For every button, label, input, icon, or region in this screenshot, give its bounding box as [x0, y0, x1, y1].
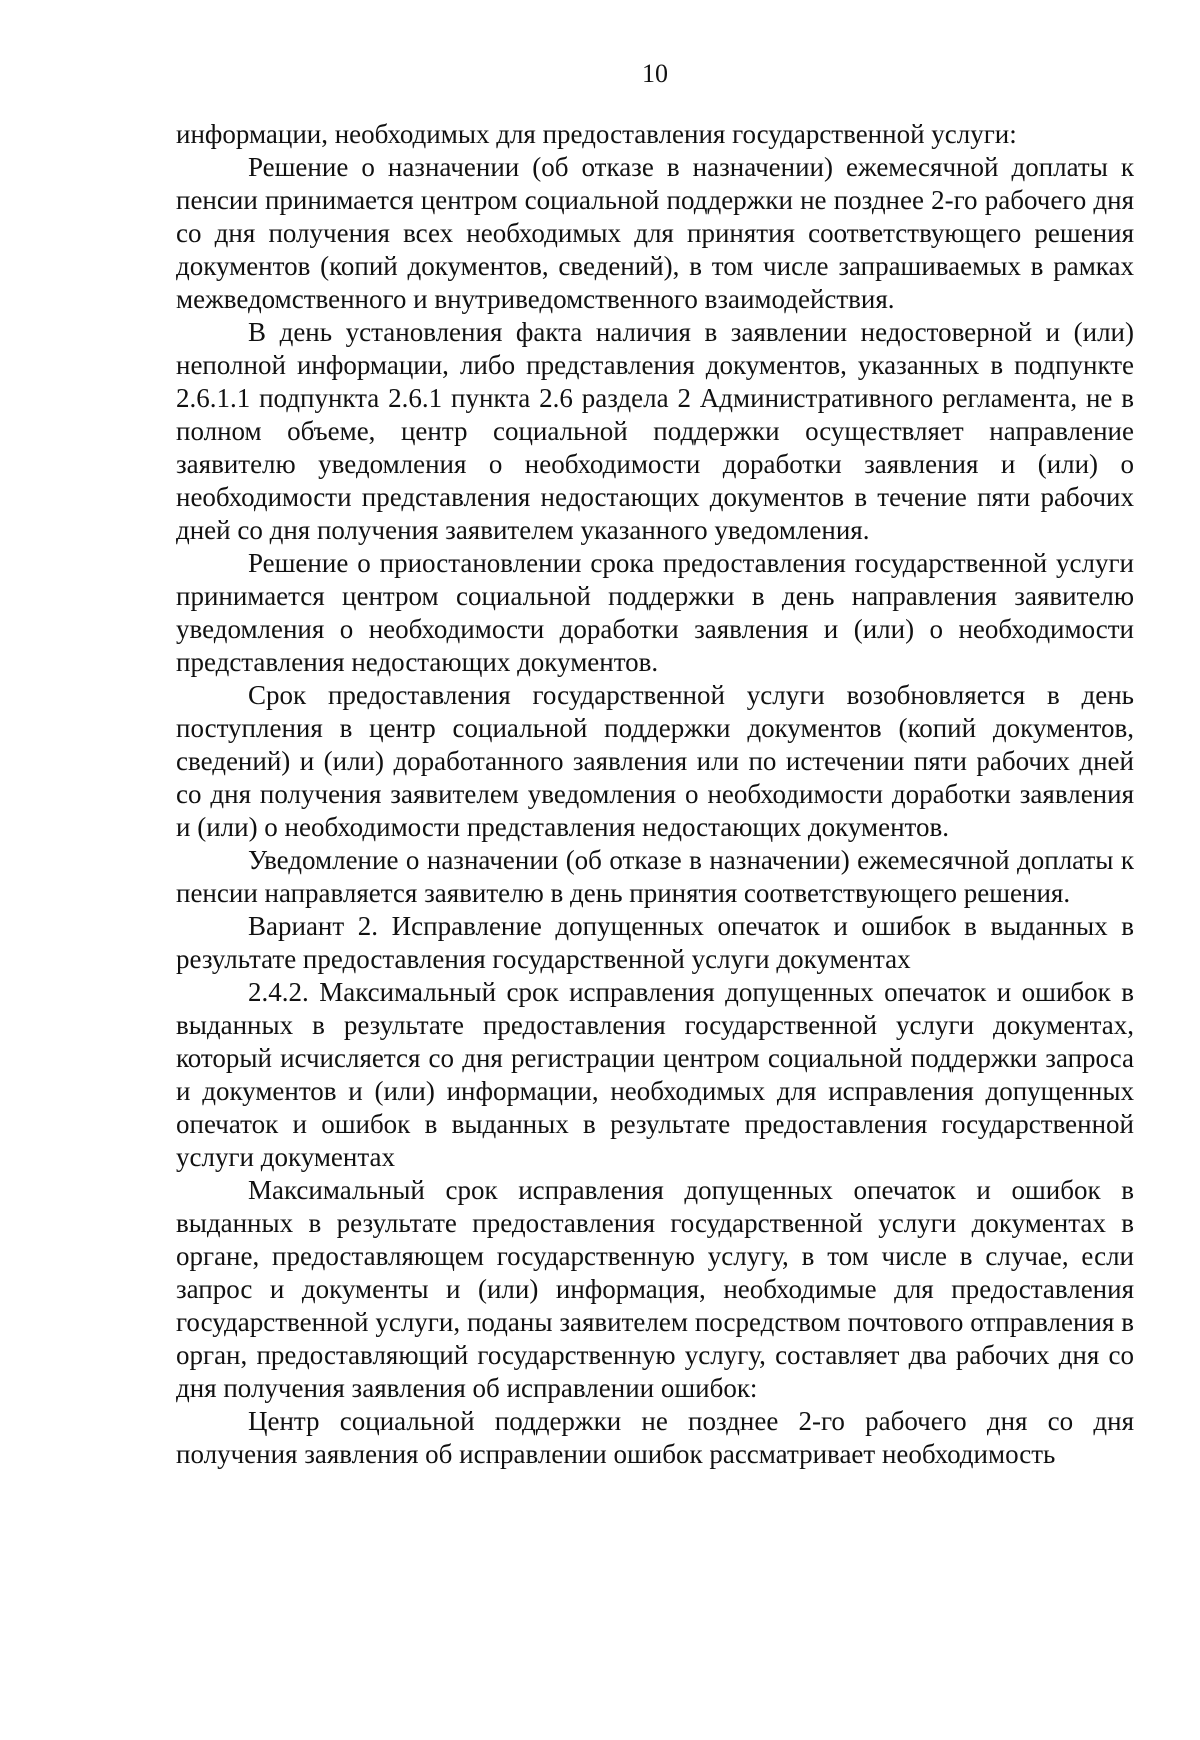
paragraph-maximum-term: Максимальный срок исправления допущенных опечаток и ошибок в выданных в результате предоставления государственной услуги документах в органе, предоставляющем государственную услугу, в том числе в случае, если запрос и документы и (или) информация, необходимые для предоставления государственной услуги, поданы заявителем посредством почтового отправления в орган, предоставляющий государственную услугу, составляет два рабочих дня со дня получения заявления об исправлении ошибок:: [176, 1175, 1134, 1403]
paragraph-variant-heading: Вариант 2. Исправление допущенных опечаток и ошибок в выданных в результате предоставления государственной услуги документах: [176, 911, 1134, 974]
paragraph-resumption: Срок предоставления государственной услуги возобновляется в день поступления в центр социальной поддержки документов (копий документов, сведений) и (или) доработанного заявления или по истечении пяти рабочих дней со дня получения заявителем уведомления о необходимости доработки заявления и (или) о необходимости представления недостающих документов.: [176, 680, 1134, 842]
paragraph-notification: Уведомление о назначении (об отказе в назначении) ежемесячной доплаты к пенсии направляется заявителю в день принятия соответствующего решения.: [176, 845, 1134, 908]
paragraph-incomplete-information: В день установления факта наличия в заявлении недостоверной и (или) неполной информации, либо представления документов, указанных в подпункте 2.6.1.1 подпункта 2.6.1 пункта 2.6 раздела 2 Административного регламента, не в полном объеме, центр социальной поддержки осуществляет направление заявителю уведомления о необходимости доработки заявления и (или) о необходимости представления недостающих документов в течение пяти рабочих дней со дня получения заявителем указанного уведомления.: [176, 317, 1134, 545]
page-number: 10: [642, 59, 668, 88]
paragraph-section-2-4-2: 2.4.2. Максимальный срок исправления допущенных опечаток и ошибок в выданных в результате предоставления государственной услуги документах, который исчисляется со дня регистрации центром социальной поддержки запроса и документов и (или) информации, необходимых для исправления допущенных опечаток и ошибок в выданных в результате предоставления государственной услуги документах: [176, 977, 1134, 1172]
paragraph-center-review: Центр социальной поддержки не позднее 2-го рабочего дня со дня получения заявления об исправлении ошибок рассматривает необходимость: [176, 1406, 1134, 1469]
document-body: [176, 118, 1134, 1471]
paragraph-suspension: Решение о приостановлении срока предоставления государственной услуги принимается центром социальной поддержки в день направления заявителю уведомления о необходимости доработки заявления и (или) о необходимости представления недостающих документов.: [176, 548, 1134, 677]
paragraph-decision-term: Решение о назначении (об отказе в назначении) ежемесячной доплаты к пенсии принимается центром социальной поддержки не позднее 2-го рабочего дня со дня получения всех необходимых для принятия соответствующего решения документов (копий документов, сведений), в том числе запрашиваемых в рамках межведомственного и внутриведомственного взаимодействия.: [176, 152, 1134, 314]
paragraph-continuation: информации, необходимых для предоставления государственной услуги:: [176, 119, 1017, 149]
